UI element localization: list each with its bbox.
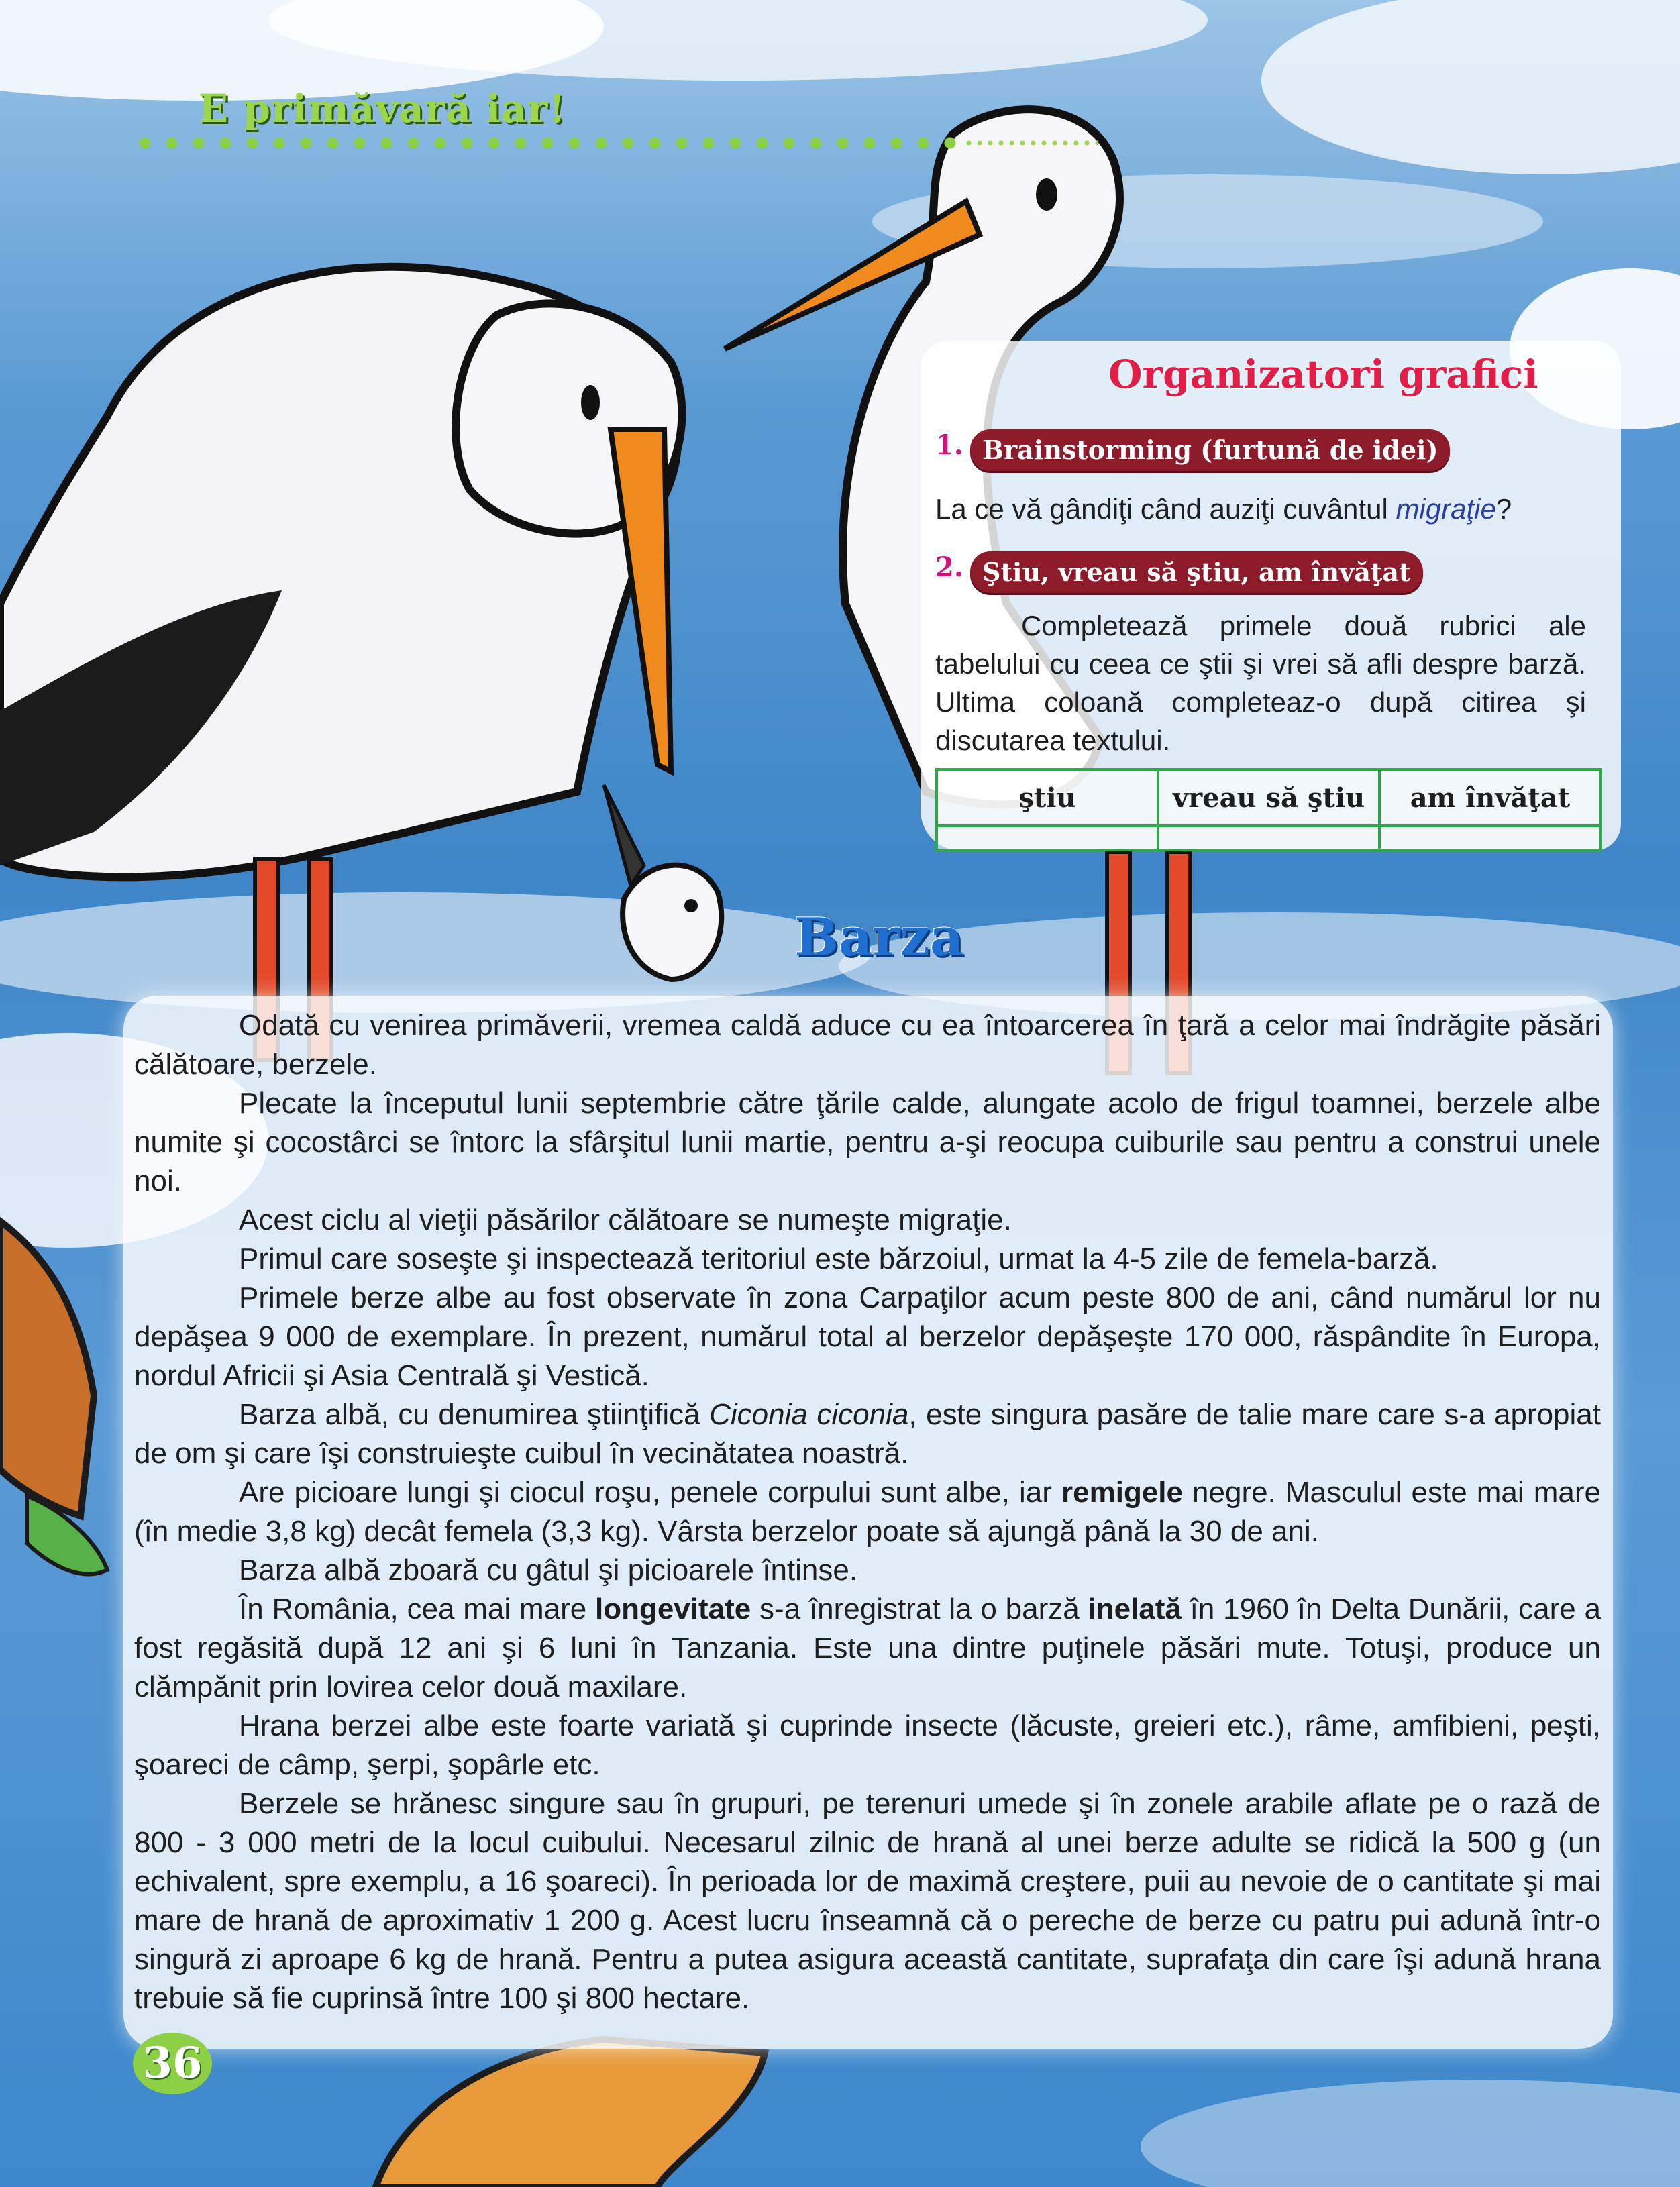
header-dotted-line — [132, 134, 963, 152]
text-run: Barza albă zboară cu gâtul şi picioarele întinse. — [239, 1554, 858, 1587]
question-text: La ce vă gândiţi când auziţi cuvântul — [935, 493, 1396, 525]
organizer-item-1-number: 1. — [935, 429, 963, 461]
article-paragraph-6 — [134, 1395, 1601, 1473]
text-run: , este singura pasăre de talie mare care s-a apropiat de om şi care îşi construieşte cuibul în vecinătatea noastră. — [134, 1398, 1601, 1470]
kwl-cell-know[interactable] — [937, 826, 1158, 850]
text-run: Odată cu venirea primăverii, vremea caldă aduce cu ea întoarcerea în ţară a celor mai îndrăgite păsări călătoare, berzele. — [134, 1009, 1601, 1081]
organizer-item-1-label: Brainstorming (furtună de idei) — [970, 429, 1450, 471]
text-run: negre. Masculul este mai mare (în medie 3,8 kg) decât femela (3,3 kg). Vârsta berzelor poate să ajungă până la 30 de ani. — [134, 1476, 1601, 1548]
article-paragraph-8 — [134, 1551, 1601, 1590]
brainstorm-question — [935, 490, 1512, 528]
text-run: Plecate la începutul lunii septembrie către ţările calde, alungate acolo de frigul toamnei, berzele albe numite şi cocostârci se întorc la sfârşitul lunii martie, pentru a-şi reocupa cuiburile sau pentru a construi unele noi. — [134, 1087, 1601, 1197]
article-paragraph-1 — [134, 1006, 1601, 1084]
article-paragraph-5 — [134, 1279, 1601, 1395]
article-title: Barza — [794, 907, 964, 968]
text-run: Are picioare lungi şi ciocul roşu, penele corpului sunt albe, iar — [239, 1476, 1061, 1509]
bold-term: inelată — [1088, 1593, 1182, 1625]
organizer-item-2-label: Ştiu, vreau să ştiu, am învăţat — [970, 551, 1423, 593]
kwl-header-know: ştiu — [937, 769, 1158, 826]
article-paragraph-3 — [134, 1201, 1601, 1240]
article-paragraph-7 — [134, 1473, 1601, 1551]
text-run: Barza albă, cu denumirea ştiinţifică — [239, 1398, 710, 1431]
page-header-title: E primăvară iar! — [199, 86, 566, 131]
kwl-header-learned: am învăţat — [1379, 769, 1601, 826]
kwl-table — [935, 768, 1602, 851]
article-paragraph-9 — [134, 1590, 1601, 1707]
organizer-item-2-number: 2. — [935, 551, 963, 583]
question-term: migraţie — [1396, 493, 1496, 525]
kwl-header-row — [937, 769, 1601, 826]
organizer-title: Organizatori grafici — [1108, 352, 1538, 397]
question-mark: ? — [1495, 493, 1512, 525]
article-paragraph-10 — [134, 1707, 1601, 1784]
organizer-instructions: Completează primele două rubrici ale tabelului cu ceea ce ştii şi vrei să afli despre barză. Ultima coloană completeaz-o după citirea şi discutarea textului. — [935, 610, 1586, 756]
text-run: Acest ciclu al vieţii păsărilor călătoare se numeşte migraţie. — [239, 1204, 1012, 1236]
page-number: 36 — [133, 2033, 212, 2094]
text-run: În România, cea mai mare — [239, 1593, 595, 1625]
article-paragraph-4 — [134, 1240, 1601, 1279]
article-body — [134, 1006, 1601, 2018]
article-paragraph-11 — [134, 1784, 1601, 2018]
text-run: s-a înregistrat la o barză — [751, 1593, 1088, 1625]
bold-term: longevitate — [594, 1593, 751, 1625]
kwl-cell-want[interactable] — [1158, 826, 1379, 850]
text-run: Primele berze albe au fost observate în zona Carpaţilor acum peste 800 de ani, când numărul lor nu depăşea 9 000 de exemplare. În prezent, numărul total al berzelor depăşeşte 170 000, răspândite în Europa, nordul Africii şi Asia Centrală şi Vestică. — [134, 1281, 1601, 1392]
italic-term: Ciconia ciconia — [709, 1398, 909, 1431]
article-paragraph-2 — [134, 1084, 1601, 1201]
text-run: în 1960 în Delta Dunării, care a fost regăsită după 12 ani şi 6 luni în Tanzania. Este una dintre puţinele păsări mute. Totuşi, produce un clămpănit prin lovirea celor două maxilare. — [134, 1593, 1601, 1703]
bold-term: remigele — [1061, 1476, 1183, 1509]
kwl-answer-row — [937, 826, 1601, 850]
kwl-cell-learned[interactable] — [1379, 826, 1601, 850]
kwl-header-want: vreau să ştiu — [1158, 769, 1379, 826]
text-run: Hrana berzei albe este foarte variată şi cuprinde insecte (lăcuste, greieri etc.), râme, amfibieni, peşti, şoareci de câmp, şerpi, şopârle etc. — [134, 1709, 1601, 1781]
text-run: Primul care soseşte şi inspectează teritoriul este bărzoiul, urmat la 4-5 zile de femela-barză. — [239, 1242, 1438, 1275]
text-run: Berzele se hrănesc singure sau în grupuri, pe terenuri umede şi în zonele arabile aflate pe o rază de 800 - 3 000 metri de la locul cuibului. Necesarul zilnic de hrană al unei berze adulte se ridică la 500 g (un echivalent, spre exemplu, a 16 şoareci). În perioada lor de maximă creştere, puii au nevoie de o cantitate şi mai mare de hrană de aproximativ 1 200 g. Acest lucru înseamnă că o pereche de berze cu patru pui adună într-o singură zi aproape 6 kg de hrană. Pentru a putea asigura această cantitate, suprafaţa din care îşi adună hrana trebuie să fie cuprinsă între 100 şi 800 hectare. — [134, 1787, 1601, 2015]
